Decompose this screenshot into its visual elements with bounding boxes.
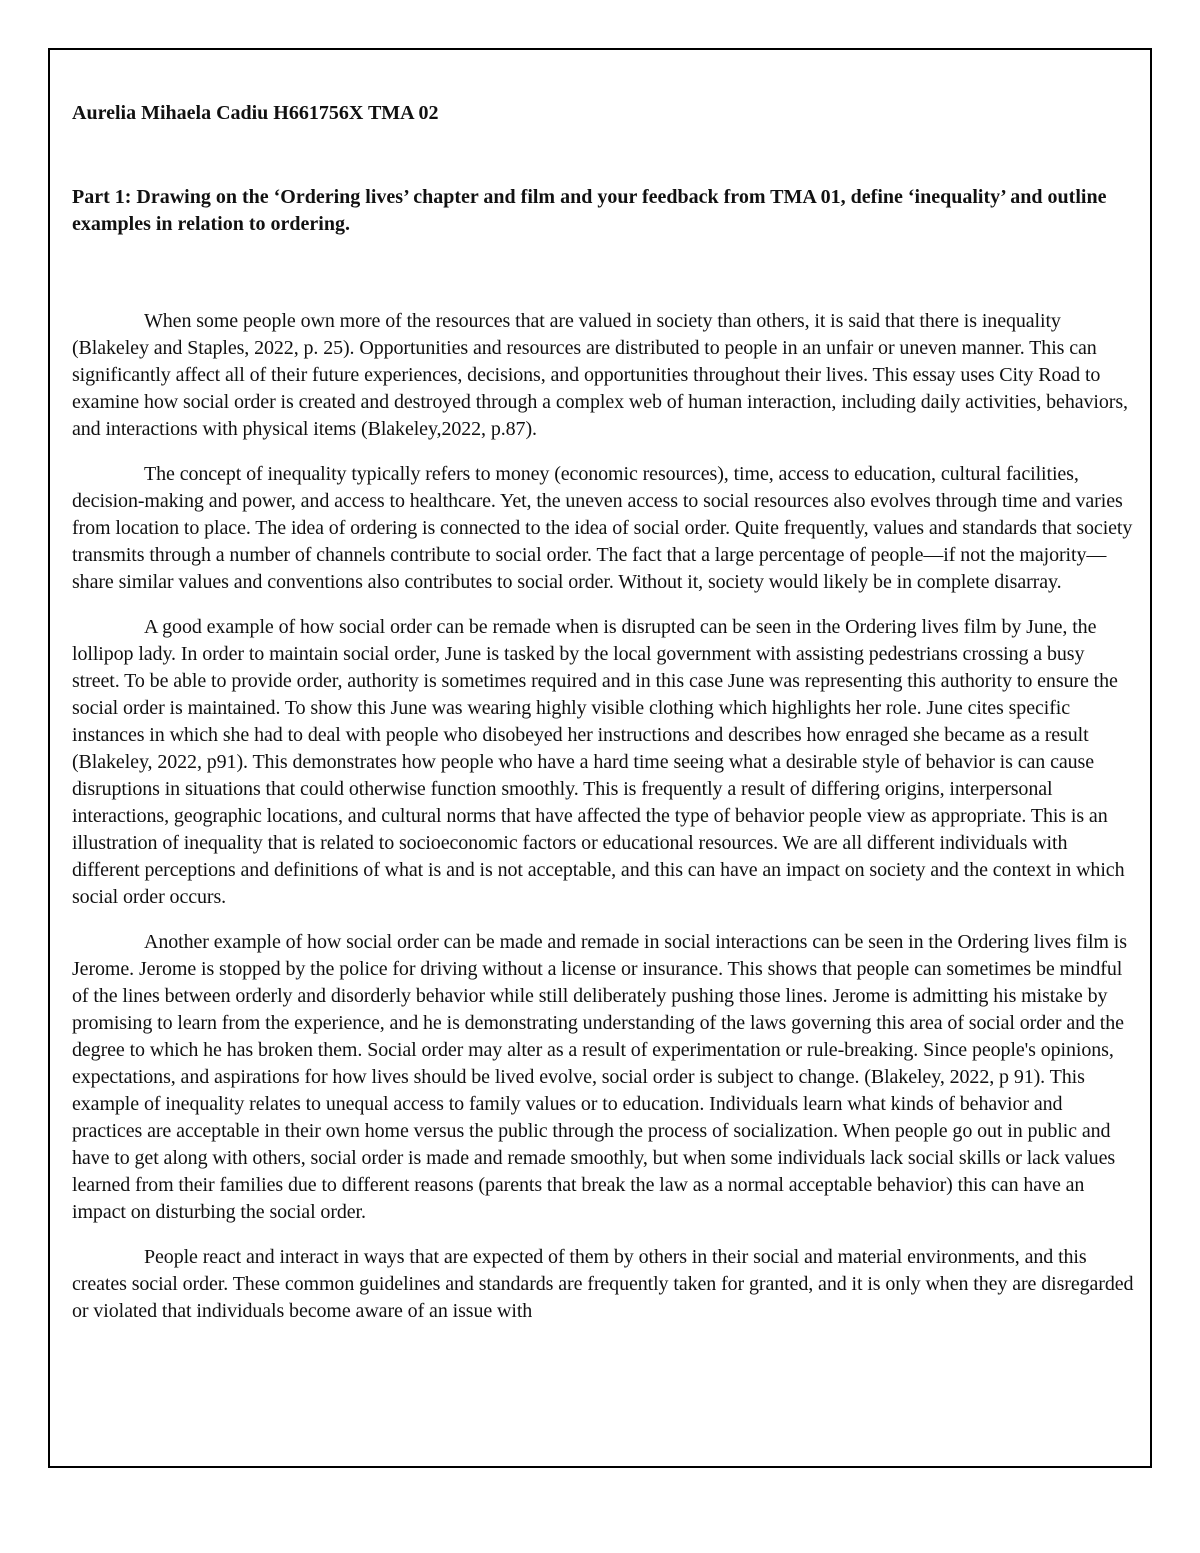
paragraph-4: Another example of how social order can be made and remade in social interactions can be seen in the Ordering lives film is Jerome. Jerome is stopped by the police for driving without a license or insurance. This shows that people can sometimes be mindful of the lines between orderly and disorderly behavior while still deliberately pushing those lines. Jerome is admitting his mistake by promising to learn from the experience, and he is demonstrating understanding of the laws governing this area of social order and the degree to which he has broken them. Social order may alter as a result of experimentation or rule-breaking. Since people's opinions, expectations, and aspirations for how lives should be lived evolve, social order is subject to change. (Blakeley, 2022, p 91). This example of inequality relates to unequal access to family values or to education. Individuals learn what kinds of behavior and practices are acceptable in their own home versus the public through the process of socialization. When people go out in public and have to get along with others, social order is made and remade smoothly, but when some individuals lack social skills or lack values learned from their families due to different reasons (parents that break the law as a normal acceptable behavior) this can have an impact on disturbing the social order. <box>72 931 1127 1223</box>
essay-text <box>72 308 1134 1325</box>
paragraph-1: When some people own more of the resources that are valued in society than others, it is said that there is inequality (Blakeley and Staples, 2022, p. 25). Opportunities and resources are distributed to people in an unfair or uneven manner. This can significantly affect all of their future experiences, decisions, and opportunities throughout their lives. This essay uses City Road to examine how social order is created and destroyed through a complex web of human interaction, including daily activities, behaviors, and interactions with physical items (Blakeley,2022, p.87). <box>72 310 1128 440</box>
page-border <box>48 48 1152 1468</box>
question-heading: Part 1: Drawing on the ‘Ordering lives’ chapter and film and your feedback from TMA 01, define ‘inequality’ and outline examples in relation to ordering. <box>72 186 1107 235</box>
paragraph-5: People react and interact in ways that are expected of them by others in their social and material environments, and this creates social order. These common guidelines and standards are frequently taken for granted, and it is only when they are disregarded or violated that individuals become aware of an issue with <box>72 1246 1134 1322</box>
document-header: Aurelia Mihaela Cadiu H661756X TMA 02 <box>72 102 439 124</box>
document-body <box>72 100 1134 1343</box>
paragraph-3: A good example of how social order can be remade when is disrupted can be seen in the Ordering lives film by June, the lollipop lady. In order to maintain social order, June is tasked by the local government with assisting pedestrians crossing a busy street. To be able to provide order, authority is sometimes required and in this case June was representing this authority to ensure the social order is maintained. To show this June was wearing highly visible clothing which highlights her role. June cites specific instances in which she had to deal with people who disobeyed her instructions and describes how enraged she became as a result (Blakeley, 2022, p91). This demonstrates how people who have a hard time seeing what a desirable style of behavior is can cause disruptions in situations that could otherwise function smoothly. This is frequently a result of differing origins, interpersonal interactions, geographic locations, and cultural norms that have affected the type of behavior people view as appropriate. This is an illustration of inequality that is related to socioeconomic factors or educational resources. We are all different individuals with different perceptions and definitions of what is and is not acceptable, and this can have an impact on society and the context in which social order occurs. <box>72 616 1125 908</box>
paragraph-2: The concept of inequality typically refers to money (economic resources), time, access to education, cultural facilities, decision-making and power, and access to healthcare. Yet, the uneven access to social resources also evolves through time and varies from location to place. The idea of ordering is connected to the idea of social order. Quite frequently, values and standards that society transmits through a number of channels contribute to social order. The fact that a large percentage of people—if not the majority—share similar values and conventions also contributes to social order. Without it, society would likely be in complete disarray. <box>72 463 1133 593</box>
